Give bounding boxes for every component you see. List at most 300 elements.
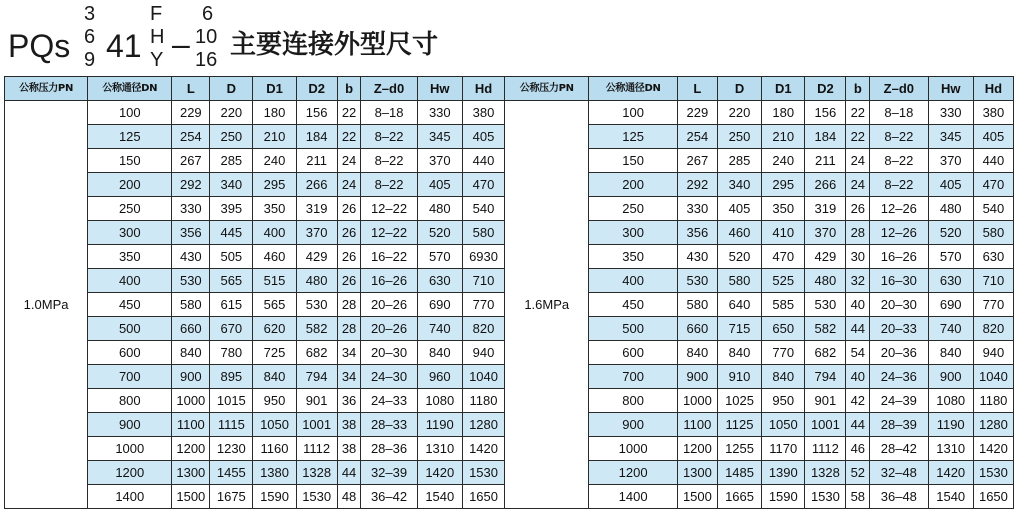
table-cell: 1328 (296, 461, 337, 485)
table-cell: 1190 (928, 413, 973, 437)
table-cell: 820 (462, 317, 504, 341)
table-cell: 1420 (928, 461, 973, 485)
table-cell: 40 (846, 365, 870, 389)
dimension-table (4, 76, 1014, 509)
header-dn-right: 公称通径DN (589, 77, 678, 101)
table-cell: 32 (846, 269, 870, 293)
table-row (5, 101, 1014, 125)
table-cell: 940 (462, 341, 504, 365)
table-cell: 430 (172, 245, 210, 269)
table-cell: 20–26 (361, 293, 417, 317)
table-cell: 1650 (973, 485, 1013, 509)
table-cell: 1200 (677, 437, 717, 461)
table-cell: 28–39 (870, 413, 928, 437)
table-cell: 1230 (210, 437, 253, 461)
table-cell: 530 (296, 293, 337, 317)
table-cell: 1485 (717, 461, 761, 485)
table-cell: 1080 (417, 389, 462, 413)
table-cell: 1100 (677, 413, 717, 437)
table-cell: 1540 (928, 485, 973, 509)
table-cell: 470 (762, 245, 805, 269)
table-cell: 500 (589, 317, 678, 341)
table-cell: 1000 (88, 437, 172, 461)
table-cell: 1200 (88, 461, 172, 485)
table-cell: 340 (717, 173, 761, 197)
table-cell: 330 (677, 197, 717, 221)
table-cell: 900 (172, 365, 210, 389)
table-cell: 1590 (762, 485, 805, 509)
table-cell: 1328 (805, 461, 846, 485)
table-cell: 1025 (717, 389, 761, 413)
table-cell: 36–42 (361, 485, 417, 509)
table-cell: 1530 (462, 461, 504, 485)
table-cell: 585 (762, 293, 805, 317)
table-cell: 445 (210, 221, 253, 245)
table-cell: 330 (417, 101, 462, 125)
table-cell: 1665 (717, 485, 761, 509)
table-cell: 820 (973, 317, 1013, 341)
table-cell: 54 (846, 341, 870, 365)
table-cell: 28–33 (361, 413, 417, 437)
title-sub-mid-3: 10 (195, 26, 218, 48)
table-cell: 8–18 (361, 101, 417, 125)
table-cell: 1540 (417, 485, 462, 509)
table-cell: 26 (337, 197, 361, 221)
table-cell: 910 (717, 365, 761, 389)
table-cell: 8–22 (361, 173, 417, 197)
header-pn-right: 公称压力PN (505, 77, 589, 101)
table-cell: 150 (589, 149, 678, 173)
table-cell: 650 (762, 317, 805, 341)
table-cell: 530 (805, 293, 846, 317)
title-prefix: PQs (8, 28, 71, 64)
table-cell: 540 (462, 197, 504, 221)
table-cell: 840 (677, 341, 717, 365)
title-sub-mid-1: 6 (84, 26, 96, 48)
table-cell: 480 (928, 197, 973, 221)
table-cell: 690 (928, 293, 973, 317)
table-cell: 470 (973, 173, 1013, 197)
table-cell: 770 (762, 341, 805, 365)
title-sub-top-2: F (150, 3, 163, 25)
table-cell: 22 (337, 125, 361, 149)
table-cell: 405 (973, 125, 1013, 149)
table-cell: 8–22 (870, 149, 928, 173)
table-cell: 254 (172, 125, 210, 149)
table-cell: 356 (677, 221, 717, 245)
table-cell: 725 (253, 341, 296, 365)
table-cell: 530 (677, 269, 717, 293)
table-cell: 1255 (717, 437, 761, 461)
table-cell: 16–26 (870, 245, 928, 269)
table-cell: 370 (296, 221, 337, 245)
table-cell: 319 (296, 197, 337, 221)
table-cell: 520 (928, 221, 973, 245)
table-cell: 24–30 (361, 365, 417, 389)
table-cell: 1180 (462, 389, 504, 413)
table-cell: 1001 (296, 413, 337, 437)
table-cell: 370 (417, 149, 462, 173)
table-cell: 229 (677, 101, 717, 125)
table-cell: 22 (846, 125, 870, 149)
table-cell: 345 (928, 125, 973, 149)
table-cell: 370 (805, 221, 846, 245)
table-cell: 350 (88, 245, 172, 269)
table-cell: 580 (172, 293, 210, 317)
table-cell: 900 (677, 365, 717, 389)
table-cell: 26 (337, 269, 361, 293)
table-cell: 405 (928, 173, 973, 197)
table-cell: 682 (296, 341, 337, 365)
table-cell: 44 (846, 413, 870, 437)
table-cell: 28–42 (870, 437, 928, 461)
table-cell: 630 (928, 269, 973, 293)
table-cell: 1420 (462, 437, 504, 461)
table-cell: 36–48 (870, 485, 928, 509)
table-cell: 950 (253, 389, 296, 413)
table-cell: 330 (172, 197, 210, 221)
table-cell: 211 (805, 149, 846, 173)
table-cell: 1125 (717, 413, 761, 437)
header-l-right: L (677, 77, 717, 101)
table-cell: 1300 (172, 461, 210, 485)
table-cell: 1112 (296, 437, 337, 461)
table-cell: 450 (589, 293, 678, 317)
table-cell: 900 (88, 413, 172, 437)
table-cell: 430 (677, 245, 717, 269)
header-d1-right: D1 (762, 77, 805, 101)
table-cell: 1200 (589, 461, 678, 485)
table-cell: 580 (677, 293, 717, 317)
table-cell: 630 (973, 245, 1013, 269)
header-hd-left: Hd (462, 77, 504, 101)
table-cell: 28–36 (361, 437, 417, 461)
table-cell: 24 (337, 173, 361, 197)
table-cell: 46 (846, 437, 870, 461)
table-cell: 1530 (973, 461, 1013, 485)
table-cell: 630 (417, 269, 462, 293)
table-cell: 615 (210, 293, 253, 317)
table-cell: 40 (846, 293, 870, 317)
table-cell: 520 (717, 245, 761, 269)
pn-cell-right: 1.6MPa (505, 101, 589, 509)
header-zd0-left: Z–d0 (361, 77, 417, 101)
table-cell: 58 (846, 485, 870, 509)
table-cell: 400 (253, 221, 296, 245)
table-cell: 1000 (677, 389, 717, 413)
table-cell: 800 (88, 389, 172, 413)
table-cell: 580 (717, 269, 761, 293)
table-cell: 700 (589, 365, 678, 389)
table-cell: 640 (717, 293, 761, 317)
table-cell: 229 (172, 101, 210, 125)
table-cell: 580 (462, 221, 504, 245)
table-cell: 266 (805, 173, 846, 197)
table-cell: 285 (717, 149, 761, 173)
table-cell: 525 (762, 269, 805, 293)
table-cell: 770 (462, 293, 504, 317)
table-cell: 20–33 (870, 317, 928, 341)
page-title (8, 2, 608, 74)
title-sub-bot-3: 16 (195, 49, 218, 71)
table-cell: 1455 (210, 461, 253, 485)
table-cell: 295 (762, 173, 805, 197)
table-cell: 38 (337, 437, 361, 461)
table-cell: 254 (677, 125, 717, 149)
table-cell: 28 (337, 293, 361, 317)
table-cell: 32–48 (870, 461, 928, 485)
table-cell: 220 (210, 101, 253, 125)
header-l-left: L (172, 77, 210, 101)
table-cell: 1310 (928, 437, 973, 461)
table-cell: 429 (296, 245, 337, 269)
table-cell: 250 (210, 125, 253, 149)
table-cell: 1160 (253, 437, 296, 461)
table-cell: 1530 (805, 485, 846, 509)
table-cell: 1000 (172, 389, 210, 413)
header-b-left: b (337, 77, 361, 101)
table-cell: 220 (717, 101, 761, 125)
table-cell: 715 (717, 317, 761, 341)
table-cell: 240 (253, 149, 296, 173)
table-cell: 1530 (296, 485, 337, 509)
table-cell: 770 (973, 293, 1013, 317)
table-cell: 8–22 (870, 125, 928, 149)
table-cell: 292 (677, 173, 717, 197)
table-cell: 26 (337, 221, 361, 245)
table-cell: 710 (973, 269, 1013, 293)
table-cell: 52 (846, 461, 870, 485)
title-sub-top-1: 3 (84, 3, 96, 25)
table-cell: 405 (462, 125, 504, 149)
table-cell: 24 (846, 149, 870, 173)
table-cell: 1650 (462, 485, 504, 509)
table-cell: 600 (589, 341, 678, 365)
table-cell: 330 (928, 101, 973, 125)
table-cell: 1400 (88, 485, 172, 509)
table-cell: 440 (973, 149, 1013, 173)
header-dn-left: 公称通径DN (88, 77, 172, 101)
table-cell: 42 (846, 389, 870, 413)
title-suffix: 主要连接外型尺寸 (230, 30, 439, 60)
table-cell: 380 (462, 101, 504, 125)
table-cell: 38 (337, 413, 361, 437)
table-cell: 1015 (210, 389, 253, 413)
header-d-left: D (210, 77, 253, 101)
title-sub-top-3: 6 (202, 3, 214, 25)
table-cell: 32–39 (361, 461, 417, 485)
table-cell: 26 (846, 197, 870, 221)
table-cell: 20–26 (361, 317, 417, 341)
table-cell: 682 (805, 341, 846, 365)
table-cell: 8–22 (361, 125, 417, 149)
table-cell: 1180 (973, 389, 1013, 413)
table-cell: 660 (172, 317, 210, 341)
table-cell: 840 (253, 365, 296, 389)
table-cell: 1420 (417, 461, 462, 485)
table-cell: 8–22 (870, 173, 928, 197)
table-cell: 901 (805, 389, 846, 413)
table-cell: 900 (928, 365, 973, 389)
table-cell: 350 (589, 245, 678, 269)
table-cell: 180 (762, 101, 805, 125)
header-b-right: b (846, 77, 870, 101)
table-cell: 1050 (253, 413, 296, 437)
table-cell: 48 (337, 485, 361, 509)
table-cell: 1115 (210, 413, 253, 437)
table-cell: 125 (88, 125, 172, 149)
table-cell: 895 (210, 365, 253, 389)
table-cell: 395 (210, 197, 253, 221)
header-d2-right: D2 (805, 77, 846, 101)
table-cell: 1001 (805, 413, 846, 437)
table-cell: 440 (462, 149, 504, 173)
table-cell: 1000 (589, 437, 678, 461)
header-hw-right: Hw (928, 77, 973, 101)
table-cell: 350 (253, 197, 296, 221)
table-cell: 1390 (762, 461, 805, 485)
table-cell: 450 (88, 293, 172, 317)
table-cell: 582 (296, 317, 337, 341)
table-cell: 1280 (462, 413, 504, 437)
table-cell: 8–18 (870, 101, 928, 125)
pn-cell-left: 1.0MPa (5, 101, 88, 509)
title-sub-bot-1: 9 (84, 49, 96, 71)
title-sub-bot-2: Y (150, 49, 164, 71)
table-cell: 570 (417, 245, 462, 269)
table-cell: 150 (88, 149, 172, 173)
table-cell: 267 (172, 149, 210, 173)
table-cell: 800 (589, 389, 678, 413)
table-cell: 900 (589, 413, 678, 437)
table-cell: 460 (253, 245, 296, 269)
table-cell: 156 (296, 101, 337, 125)
table-cell: 100 (589, 101, 678, 125)
table-cell: 8–22 (361, 149, 417, 173)
table-cell: 620 (253, 317, 296, 341)
table-cell: 405 (417, 173, 462, 197)
table-cell: 1590 (253, 485, 296, 509)
table-cell: 1200 (172, 437, 210, 461)
table-cell: 470 (462, 173, 504, 197)
table-cell: 156 (805, 101, 846, 125)
table-cell: 200 (589, 173, 678, 197)
table-cell: 211 (296, 149, 337, 173)
table-cell: 267 (677, 149, 717, 173)
table-cell: 794 (296, 365, 337, 389)
table-cell: 266 (296, 173, 337, 197)
table-cell: 410 (762, 221, 805, 245)
header-row (5, 77, 1014, 101)
table-body (5, 101, 1014, 509)
table-cell: 44 (846, 317, 870, 341)
table-cell: 570 (928, 245, 973, 269)
table-cell: 380 (973, 101, 1013, 125)
table-cell: 16–30 (870, 269, 928, 293)
table-cell: 582 (805, 317, 846, 341)
table-cell: 16–22 (361, 245, 417, 269)
header-pn-left: 公称压力PN (5, 77, 88, 101)
table-cell: 24 (337, 149, 361, 173)
table-cell: 20–36 (870, 341, 928, 365)
table-cell: 28 (337, 317, 361, 341)
table-cell: 295 (253, 173, 296, 197)
table-cell: 1100 (172, 413, 210, 437)
table-cell: 520 (417, 221, 462, 245)
table-cell: 350 (762, 197, 805, 221)
header-d1-left: D1 (253, 77, 296, 101)
title-sub-mid-2: H (150, 26, 165, 48)
table-cell: 1420 (973, 437, 1013, 461)
table-cell: 515 (253, 269, 296, 293)
table-cell: 840 (717, 341, 761, 365)
table-cell: 300 (589, 221, 678, 245)
table-cell: 1400 (589, 485, 678, 509)
table-cell: 200 (88, 173, 172, 197)
table-cell: 1050 (762, 413, 805, 437)
table-cell: 1170 (762, 437, 805, 461)
table-cell: 340 (210, 173, 253, 197)
table-cell: 580 (973, 221, 1013, 245)
table-cell: 1080 (928, 389, 973, 413)
table-cell: 22 (846, 101, 870, 125)
table-cell: 670 (210, 317, 253, 341)
table-cell: 660 (677, 317, 717, 341)
table-cell: 480 (805, 269, 846, 293)
table-cell: 12–26 (870, 197, 928, 221)
table-cell: 292 (172, 173, 210, 197)
table-cell: 180 (253, 101, 296, 125)
table-cell: 1112 (805, 437, 846, 461)
table-cell: 210 (253, 125, 296, 149)
table-cell: 1500 (172, 485, 210, 509)
table-cell: 505 (210, 245, 253, 269)
table-cell: 34 (337, 341, 361, 365)
table-cell: 740 (417, 317, 462, 341)
table-cell: 24–36 (870, 365, 928, 389)
table-cell: 740 (928, 317, 973, 341)
table-cell: 24–39 (870, 389, 928, 413)
table-cell: 319 (805, 197, 846, 221)
table-cell: 840 (172, 341, 210, 365)
table-cell: 20–30 (870, 293, 928, 317)
table-cell: 940 (973, 341, 1013, 365)
table-cell: 26 (337, 245, 361, 269)
table-cell: 400 (589, 269, 678, 293)
table-cell: 500 (88, 317, 172, 341)
table-cell: 901 (296, 389, 337, 413)
table-cell: 1040 (462, 365, 504, 389)
table-cell: 480 (417, 197, 462, 221)
table-cell: 840 (417, 341, 462, 365)
table-cell: 44 (337, 461, 361, 485)
table-cell: 12–22 (361, 221, 417, 245)
table-cell: 12–26 (870, 221, 928, 245)
table-cell: 600 (88, 341, 172, 365)
table-cell: 710 (462, 269, 504, 293)
title-middle: 41 (106, 28, 142, 64)
table-cell: 690 (417, 293, 462, 317)
table-cell: 429 (805, 245, 846, 269)
table-cell: 1500 (677, 485, 717, 509)
table-cell: 210 (762, 125, 805, 149)
header-hw-left: Hw (417, 77, 462, 101)
table-cell: 285 (210, 149, 253, 173)
table-cell: 34 (337, 365, 361, 389)
table-cell: 370 (928, 149, 973, 173)
table-cell: 400 (88, 269, 172, 293)
table-cell: 300 (88, 221, 172, 245)
